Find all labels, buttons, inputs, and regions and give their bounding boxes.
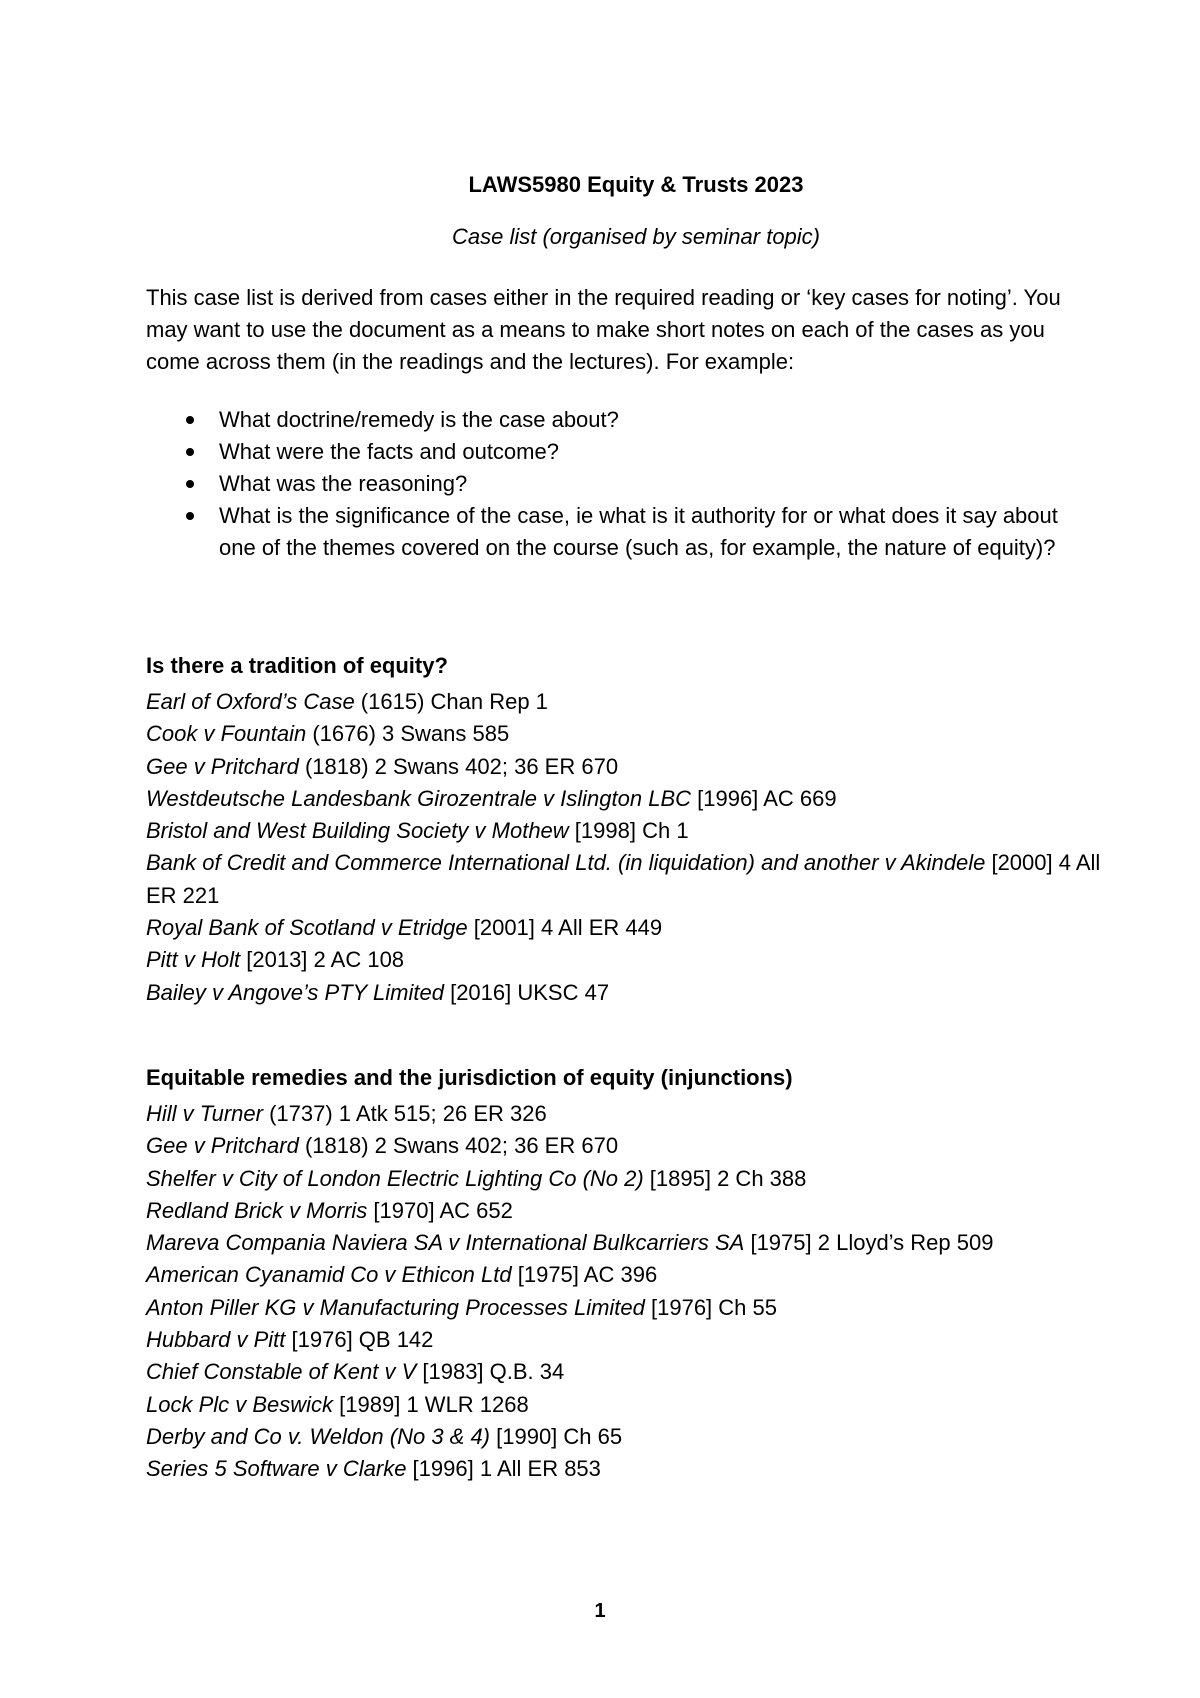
case-entry — [146, 1389, 1106, 1421]
case-citation: (1676) 3 Swans 585 — [306, 721, 510, 747]
intro-paragraph: This case list is derived from cases either in the required reading or ‘key cases for noting’. You may want to use the document as a means to make short notes on each of the cases as you come across them (in the readings and the lectures). For example: — [146, 285, 1061, 374]
case-list — [146, 686, 1106, 1009]
case-citation: [1996] 1 All ER 853 — [406, 1456, 601, 1482]
case-entry — [146, 1195, 1106, 1227]
case-name: Bristol and West Building Society v Mothew — [146, 818, 569, 844]
case-entry — [146, 1259, 1106, 1291]
case-citation: [1996] AC 669 — [691, 785, 837, 811]
case-entry — [146, 815, 1106, 847]
case-entry — [146, 783, 1106, 815]
case-name: Lock Plc v Beswick — [146, 1391, 334, 1417]
case-name: Pitt v Holt — [146, 947, 241, 973]
case-entry — [146, 944, 1106, 976]
case-entry — [146, 1098, 1106, 1130]
bullet-icon — [186, 416, 194, 424]
case-citation: (1818) 2 Swans 402; 36 ER 670 — [298, 753, 619, 779]
case-citation: [1998] Ch 1 — [568, 818, 689, 844]
case-entry — [146, 1130, 1106, 1162]
case-citation: [2000] 4 All ER 221 — [146, 850, 1101, 908]
case-entry — [146, 1292, 1106, 1324]
case-entry — [146, 977, 1106, 1009]
case-citation: [1970] AC 652 — [367, 1197, 513, 1223]
section-heading: Equitable remedies and the jurisdiction of equity (injunctions) — [146, 1064, 793, 1090]
case-citation: [1976] Ch 55 — [644, 1294, 777, 1320]
question-list — [146, 404, 1106, 564]
case-name: Gee v Pritchard — [146, 753, 299, 779]
document-title: LAWS5980 Equity & Trusts 2023 — [468, 172, 804, 197]
case-name: Gee v Pritchard — [146, 1133, 299, 1159]
case-citation: (1737) 1 Atk 515; 26 ER 326 — [262, 1100, 547, 1126]
case-entry — [146, 1324, 1106, 1356]
section-heading: Is there a tradition of equity? — [146, 653, 448, 678]
case-name: Redland Brick v Morris — [146, 1197, 368, 1223]
case-citation: [1975] 2 Lloyd’s Rep 509 — [744, 1230, 994, 1256]
case-name: American Cyanamid Co v Ethicon Ltd — [146, 1262, 512, 1288]
case-citation: (1818) 2 Swans 402; 36 ER 670 — [298, 1133, 619, 1159]
case-citation: [1895] 2 Ch 388 — [643, 1165, 807, 1191]
case-citation: [2001] 4 All ER 449 — [467, 915, 663, 941]
case-entry — [146, 1356, 1106, 1388]
page-content — [146, 170, 1106, 1486]
case-citation: [2013] 2 AC 108 — [240, 947, 405, 973]
case-citation: [1975] AC 396 — [511, 1262, 658, 1288]
case-name: Earl of Oxford’s Case — [146, 689, 355, 714]
case-name: Westdeutsche Landesbank Girozentrale v Islington LBC — [146, 785, 692, 811]
question-text: What is the significance of the case, ie what is it authority for or what does it say about one of the themes covered on the course (such as, for example, the nature of equity)? — [219, 503, 1058, 560]
case-name: Hill v Turner — [146, 1100, 263, 1126]
case-entry — [146, 751, 1106, 783]
page-number: 1 — [594, 1600, 606, 1622]
case-citation: [2016] UKSC 47 — [443, 979, 610, 1005]
question-text: What doctrine/remedy is the case about? — [219, 407, 619, 432]
bullet-icon — [186, 480, 194, 488]
question-item — [146, 468, 1079, 500]
case-name: Derby and Co v. Weldon (No 3 & 4) — [146, 1423, 491, 1449]
case-name: Mareva Compania Naviera SA v International Bulkcarriers SA — [146, 1230, 745, 1256]
case-entry — [146, 912, 1106, 944]
case-citation: [1983] Q.B. 34 — [416, 1359, 565, 1385]
case-name: Chief Constable of Kent v V — [146, 1359, 417, 1385]
question-item — [146, 500, 1079, 564]
case-entry — [146, 1227, 1106, 1259]
case-name: Anton Piller KG v Manufacturing Processes Limited — [146, 1294, 645, 1320]
question-text: What were the facts and outcome? — [219, 439, 559, 464]
case-citation: (1615) Chan Rep 1 — [354, 689, 548, 714]
case-name: Royal Bank of Scotland v Etridge — [146, 915, 468, 941]
question-text: What was the reasoning? — [219, 471, 468, 496]
case-name: Bank of Credit and Commerce International Ltd. (in liquidation) and another v Akindele — [146, 850, 986, 876]
case-name: Hubbard v Pitt — [146, 1327, 286, 1353]
case-entry — [146, 1163, 1106, 1195]
section-tradition-of-equity — [146, 650, 1106, 1009]
case-entry — [146, 847, 1106, 912]
case-name: Shelfer v City of London Electric Lighting Co (No 2) — [146, 1165, 644, 1191]
case-entry — [146, 1453, 1106, 1485]
case-citation: [1990] Ch 65 — [490, 1423, 623, 1449]
case-citation: [1976] QB 142 — [285, 1327, 434, 1353]
case-list — [146, 1098, 1106, 1486]
case-name: Bailey v Angove’s PTY Limited — [146, 979, 444, 1005]
question-item — [146, 436, 1079, 468]
bullet-icon — [186, 448, 194, 456]
case-citation: [1989] 1 WLR 1268 — [333, 1391, 529, 1417]
document-subtitle: Case list (organised by seminar topic) — [451, 224, 821, 249]
section-equitable-remedies — [146, 1062, 1106, 1486]
bullet-icon — [186, 512, 194, 520]
case-entry — [146, 1421, 1106, 1453]
case-name: Series 5 Software v Clarke — [146, 1456, 407, 1482]
case-entry — [146, 686, 1106, 718]
case-entry — [146, 718, 1106, 750]
case-name: Cook v Fountain — [146, 721, 307, 747]
question-item — [146, 404, 1079, 436]
